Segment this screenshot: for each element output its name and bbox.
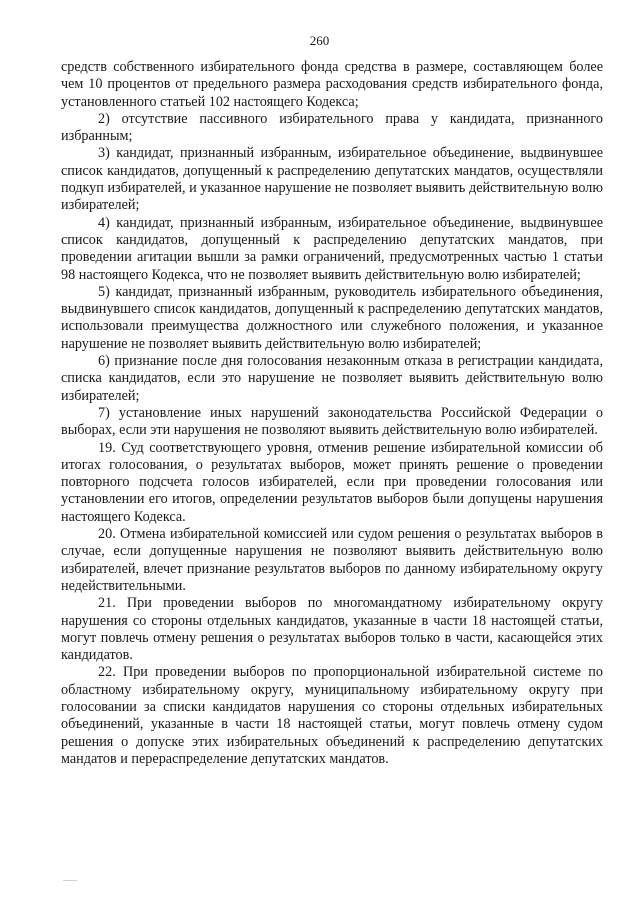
scan-artifact-mark [63, 880, 77, 881]
paragraph-part-20: 20. Отмена избирательной комиссией или судом решения о результатах выборов в случае, если допущенные нарушения не позволяют выявить действительную волю избирателей, влечет признание результатов выборов по данному избирательному округу недействительными. [61, 526, 603, 594]
paragraph-part-21: 21. При проведении выборов по многомандатному избирательному округу нарушения со стороны отдельных кандидатов, указанные в части 18 настоящей статьи, могут повлечь отмену решения о результатах выборов только в части, касающейся этих кандидатов. [61, 595, 603, 664]
paragraph-item-4: 4) кандидат, признанный избранным, избирательное объединение, выдвинувшее список кандидатов, допущенный к распределению депутатских мандатов, при проведении агитации вышли за рамки ограничений, предусмотренных частью 1 статьи 98 настоящего Кодекса, что не позволяет выявить действительную волю избирателей; [61, 214, 603, 283]
paragraph-item-6: 6) признание после дня голосования незаконным отказа в регистрации кандидата, списка кандидатов, если это нарушение не позволяет выявить действительную волю избирателей; [61, 353, 603, 404]
paragraph-item-2: 2) отсутствие пассивного избирательного права у кандидата, признанного избранным; [61, 110, 603, 145]
paragraph-part-22: 22. При проведении выборов по пропорциональной избирательной системе по областному избирательному округу, муниципальному избирательному округу при голосовании за списки кандидатов нарушения со стороны отдельных избирательных объединений, указанные в части 18 настоящей статьи, могут повлечь отмену судом решения о допуске этих избирательных объединений к распределению депутатских мандатов и перераспределение депутатских мандатов. [61, 664, 603, 767]
paragraph-continuation: средств собственного избирательного фонда средства в размере, составляющем более чем 10 процентов от предельного размера расходования средств избирательного фонда, установленного статьей 102 настоящего Кодекса; [61, 59, 603, 110]
paragraph-item-7: 7) установление иных нарушений законодательства Российской Федерации о выборах, если эти нарушения не позволяют выявить действительную волю избирателей. [61, 404, 603, 439]
document-body [61, 59, 603, 768]
paragraph-part-19: 19. Суд соответствующего уровня, отменив решение избирательной комиссии об итогах голосования, о результатах выборов, может принять решение о проведении повторного подсчета голосов избирателей, если при проведении голосования или установлении его итогов, определении результатов выборов были допущены нарушения настоящего Кодекса. [61, 439, 603, 525]
paragraph-item-5: 5) кандидат, признанный избранным, руководитель избирательного объединения, выдвинувшего список кандидатов, допущенный к распределению депутатских мандатов, использовали преимущества должностного или служебного положения, и указанное нарушение не позволяет выявить действительную волю избирателей; [61, 283, 603, 352]
paragraph-item-3: 3) кандидат, признанный избранным, избирательное объединение, выдвинувшее список кандидатов, допущенный к распределению депутатских мандатов, осуществляли подкуп избирателей, и указанное нарушение не позволяет выявить действительную волю избирателей; [61, 145, 603, 214]
page-number: 260 [309, 33, 330, 48]
